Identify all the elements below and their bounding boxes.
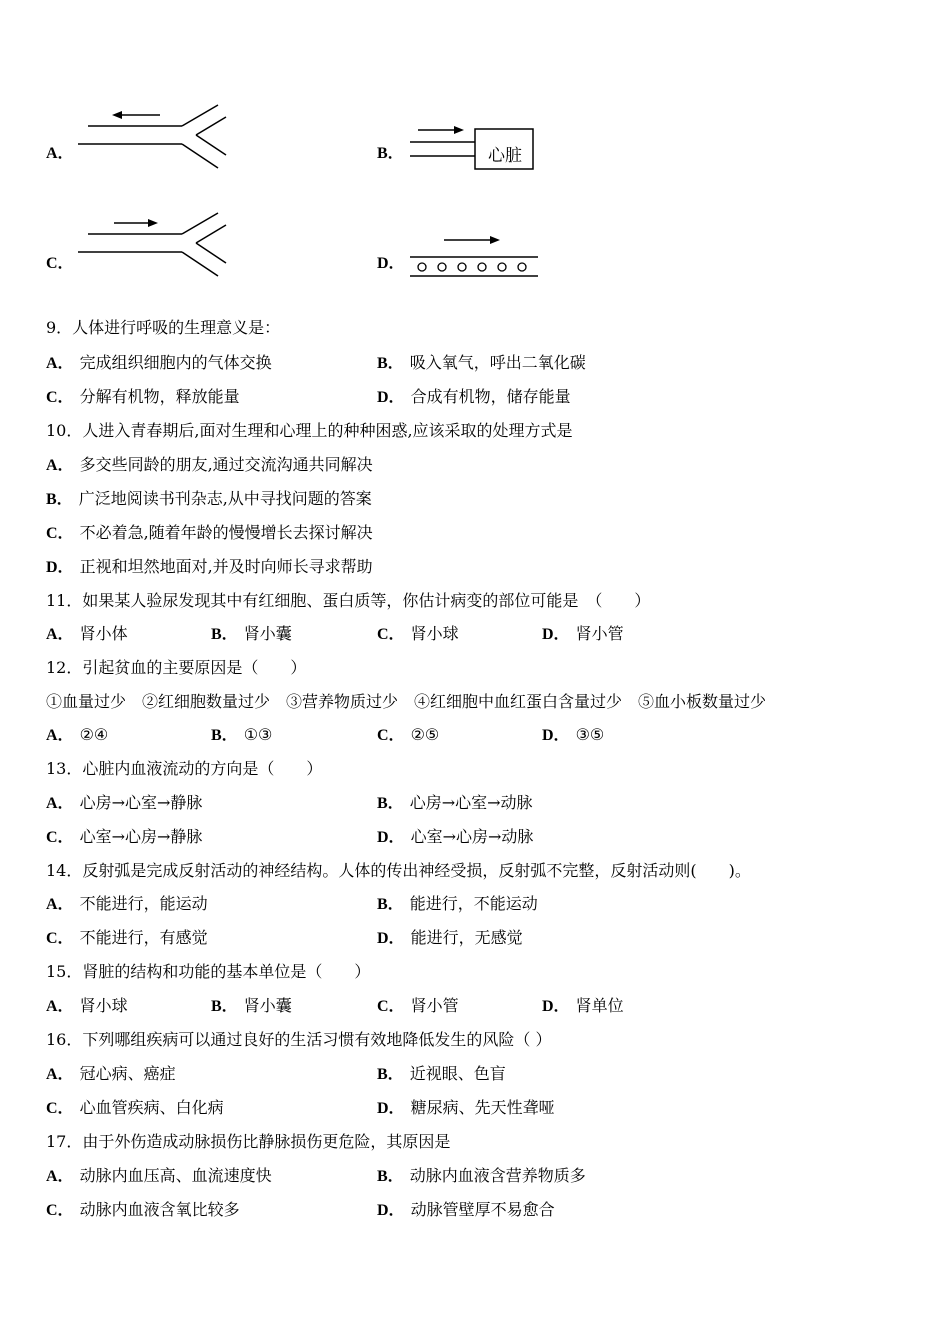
answer-option[interactable] bbox=[377, 928, 523, 949]
option-key: D． bbox=[542, 626, 570, 643]
option-key: D． bbox=[377, 829, 405, 846]
option-key: A． bbox=[46, 896, 74, 913]
answer-option[interactable] bbox=[211, 624, 292, 645]
option-key: C． bbox=[46, 1202, 74, 1219]
option-text: 心房→心室→静脉 bbox=[79, 793, 203, 812]
answer-option[interactable] bbox=[377, 996, 459, 1017]
option-key: D． bbox=[377, 930, 405, 947]
figure-a-label: A． bbox=[46, 145, 74, 162]
question-stem-q10: 10．人进入青春期后,面对生理和心理上的种种困惑,应该采取的处理方式是 bbox=[46, 421, 573, 440]
option-key: D． bbox=[377, 1202, 405, 1219]
option-text: 不必着急,随着年龄的慢慢增长去探讨解决 bbox=[79, 523, 373, 542]
option-text: 吸入氧气，呼出二氧化碳 bbox=[409, 353, 586, 372]
option-text: 肾小囊 bbox=[243, 624, 292, 643]
option-text: 多交些同龄的朋友,通过交流沟通共同解决 bbox=[79, 455, 373, 474]
option-key: C． bbox=[46, 1100, 74, 1117]
answer-option[interactable] bbox=[377, 387, 571, 408]
option-text: 完成组织细胞内的气体交换 bbox=[79, 353, 272, 372]
answer-option[interactable] bbox=[46, 489, 372, 510]
option-text: 不能进行，能运动 bbox=[79, 894, 208, 913]
question-stem-q16: 16．下列哪组疾病可以通过良好的生活习惯有效地降低发生的风险（ ） bbox=[46, 1030, 552, 1049]
option-text: 分解有机物，释放能量 bbox=[79, 387, 240, 406]
option-key: A． bbox=[46, 727, 74, 744]
option-text: 近视眼、色盲 bbox=[409, 1064, 506, 1083]
answer-option[interactable] bbox=[46, 624, 128, 645]
option-key: D． bbox=[377, 389, 405, 406]
option-key: C． bbox=[46, 525, 74, 542]
answer-option[interactable] bbox=[377, 1064, 506, 1085]
answer-option[interactable] bbox=[46, 523, 373, 544]
answer-option[interactable] bbox=[377, 894, 538, 915]
figure-a-vessel-diagram bbox=[78, 100, 238, 175]
answer-option[interactable] bbox=[377, 827, 533, 848]
option-key: B． bbox=[377, 896, 404, 913]
option-text: 肾小囊 bbox=[243, 996, 292, 1015]
option-text: 心房→心室→动脉 bbox=[409, 793, 533, 812]
question-stem-q15: 15．肾脏的结构和功能的基本单位是（ ） bbox=[46, 962, 371, 981]
answer-option[interactable] bbox=[211, 996, 292, 1017]
answer-option[interactable] bbox=[46, 793, 202, 814]
answer-option[interactable] bbox=[377, 1098, 555, 1119]
question-stem-q13: 13．心脏内血液流动的方向是（ ） bbox=[46, 759, 323, 778]
answer-option[interactable] bbox=[377, 353, 586, 374]
option-text: 合成有机物，储存能量 bbox=[410, 387, 571, 406]
option-key: A． bbox=[46, 1168, 74, 1185]
answer-option[interactable] bbox=[46, 353, 272, 374]
figure-d-capillary-diagram bbox=[408, 230, 543, 280]
option-text: 心血管疾病、白化病 bbox=[79, 1098, 224, 1117]
option-key: D． bbox=[377, 1100, 405, 1117]
option-text: 肾小管 bbox=[410, 996, 459, 1015]
answer-option[interactable] bbox=[46, 1064, 176, 1085]
option-key: C． bbox=[46, 930, 74, 947]
option-text: 肾小体 bbox=[79, 624, 128, 643]
option-text: 正视和坦然地面对,并及时向师长寻求帮助 bbox=[79, 557, 373, 576]
option-text: 广泛地阅读书刊杂志,从中寻找问题的答案 bbox=[78, 489, 372, 508]
heart-box-label: 心脏 bbox=[488, 146, 522, 166]
option-key: B． bbox=[211, 727, 238, 744]
option-key: C． bbox=[46, 389, 74, 406]
option-key: D． bbox=[542, 727, 570, 744]
option-key: B． bbox=[377, 795, 404, 812]
answer-option[interactable] bbox=[377, 624, 459, 645]
option-key: B． bbox=[377, 1066, 404, 1083]
option-text: ②④ bbox=[79, 725, 109, 744]
answer-option[interactable] bbox=[377, 1166, 586, 1187]
option-text: 肾单位 bbox=[575, 996, 624, 1015]
answer-option[interactable] bbox=[46, 387, 240, 408]
option-text: 冠心病、癌症 bbox=[79, 1064, 176, 1083]
option-text: ②⑤ bbox=[410, 725, 440, 744]
option-text: 能进行，无感觉 bbox=[410, 928, 523, 947]
option-key: D． bbox=[46, 559, 74, 576]
option-key: C． bbox=[377, 727, 405, 744]
option-key: A． bbox=[46, 998, 74, 1015]
answer-option[interactable] bbox=[377, 793, 533, 814]
answer-option[interactable] bbox=[46, 725, 108, 746]
answer-option[interactable] bbox=[46, 928, 208, 949]
answer-option[interactable] bbox=[46, 1200, 240, 1221]
option-key: A． bbox=[46, 626, 74, 643]
option-text: 肾小管 bbox=[575, 624, 624, 643]
figure-d-label: D． bbox=[377, 255, 405, 272]
answer-option[interactable] bbox=[377, 725, 439, 746]
option-key: B． bbox=[46, 491, 73, 508]
option-key: A． bbox=[46, 795, 74, 812]
question-stem-q12: 12．引起贫血的主要原因是（ ） bbox=[46, 658, 307, 677]
option-key: B． bbox=[377, 1168, 404, 1185]
option-key: B． bbox=[211, 998, 238, 1015]
option-text: 心室→心房→动脉 bbox=[410, 827, 534, 846]
answer-option[interactable] bbox=[46, 894, 208, 915]
answer-option[interactable] bbox=[46, 1166, 272, 1187]
answer-option[interactable] bbox=[46, 996, 128, 1017]
option-text: 动脉内血液含氧比较多 bbox=[79, 1200, 240, 1219]
option-text: 肾小球 bbox=[410, 624, 459, 643]
answer-option[interactable] bbox=[542, 996, 624, 1017]
option-text: 动脉内血液含营养物质多 bbox=[409, 1166, 586, 1185]
question-stem-q14: 14．反射弧是完成反射活动的神经结构。人体的传出神经受损，反射弧不完整，反射活动则( )。 bbox=[46, 861, 751, 880]
option-key: A． bbox=[46, 1066, 74, 1083]
option-key: C． bbox=[377, 626, 405, 643]
option-key: B． bbox=[211, 626, 238, 643]
option-key: C． bbox=[377, 998, 405, 1015]
option-text: ①③ bbox=[243, 725, 273, 744]
answer-option[interactable] bbox=[46, 557, 373, 578]
question-statements-q12: ①血量过少 ②红细胞数量过少 ③营养物质过少 ④红细胞中血红蛋白含量过少 ⑤血小板数量过少 bbox=[46, 692, 767, 711]
option-key: A． bbox=[46, 457, 74, 474]
answer-option[interactable] bbox=[542, 725, 604, 746]
option-text: 能进行，不能运动 bbox=[409, 894, 538, 913]
option-text: 动脉管壁厚不易愈合 bbox=[410, 1200, 555, 1219]
option-key: B． bbox=[377, 355, 404, 372]
option-text: 肾小球 bbox=[79, 996, 128, 1015]
option-text: ③⑤ bbox=[575, 725, 605, 744]
option-text: 糖尿病、先天性聋哑 bbox=[410, 1098, 555, 1117]
option-key: A． bbox=[46, 355, 74, 372]
option-text: 心室→心房→静脉 bbox=[79, 827, 203, 846]
option-text: 不能进行，有感觉 bbox=[79, 928, 208, 947]
figure-c-vessel-diagram bbox=[78, 208, 238, 283]
option-text: 动脉内血压高、血流速度快 bbox=[79, 1166, 272, 1185]
option-key: C． bbox=[46, 829, 74, 846]
question-stem-q11: 11．如果某人验尿发现其中有红细胞、蛋白质等，你估计病变的部位可能是 （ ） bbox=[46, 591, 651, 610]
answer-option[interactable] bbox=[211, 725, 272, 746]
figure-c-label: C． bbox=[46, 255, 74, 272]
answer-option[interactable] bbox=[377, 1200, 555, 1221]
answer-option[interactable] bbox=[542, 624, 624, 645]
option-key: D． bbox=[542, 998, 570, 1015]
figure-b-label: B． bbox=[377, 145, 404, 162]
question-stem-q9: 9．人体进行呼吸的生理意义是： bbox=[46, 318, 281, 337]
answer-option[interactable] bbox=[46, 1098, 224, 1119]
question-stem-q17: 17．由于外伤造成动脉损伤比静脉损伤更危险，其原因是 bbox=[46, 1132, 451, 1151]
answer-option[interactable] bbox=[46, 455, 373, 476]
answer-option[interactable] bbox=[46, 827, 202, 848]
